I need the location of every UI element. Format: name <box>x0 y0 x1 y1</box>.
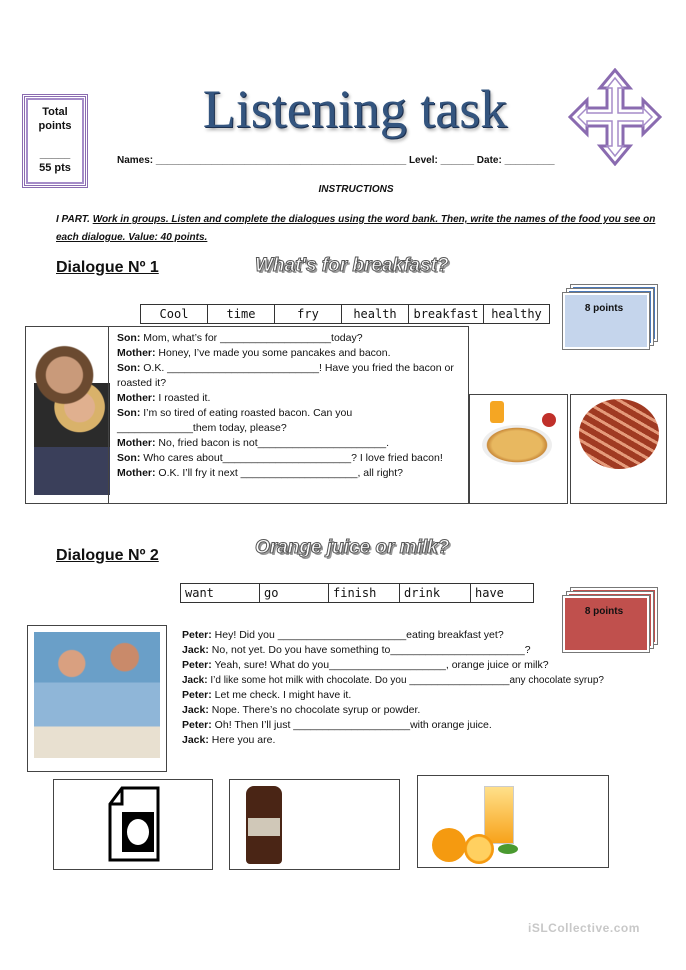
dialogue-1-lines <box>117 331 462 481</box>
word-bank-1 <box>140 304 550 324</box>
word-bank-word: Cool <box>141 305 208 323</box>
points-badge-1 <box>563 285 653 345</box>
word-bank-word: health <box>342 305 409 323</box>
orange-juice-image <box>417 775 609 868</box>
dialogue-2-title: Orange juice or milk? <box>255 537 450 558</box>
word-bank-word: breakfast <box>409 305 484 323</box>
dialogue-line: Peter: Oh! Then I’ll just ____________________with orange juice. <box>182 719 492 731</box>
dialogue-line: Jack: Nope. There’s no chocolate syrup or powder. <box>182 704 421 716</box>
word-bank-word: time <box>208 305 275 323</box>
dialogue-line: Mother: No, fried bacon is not______________________. <box>117 437 390 449</box>
dialogue-line: Son: Mom, what’s for ___________________today? <box>117 332 363 344</box>
milk-carton-icon <box>106 784 162 864</box>
word-bank-word: want <box>181 584 260 602</box>
total-blank: _____ <box>39 148 71 160</box>
points-label: points <box>38 120 72 132</box>
four-arrows-icon <box>568 68 662 166</box>
bacon-image <box>570 394 667 504</box>
word-bank-word: healthy <box>491 307 542 321</box>
dialogue-2-lines <box>182 628 662 748</box>
points-label: 8 points <box>584 303 624 314</box>
dialogue-line: Son: Who cares about______________________? I love fried bacon! <box>117 452 443 464</box>
word-bank-word: fry <box>275 305 342 323</box>
milk-carton-image <box>53 779 213 870</box>
mother-son-photo <box>34 335 110 495</box>
word-bank-word: have <box>475 586 504 600</box>
dialogue-line: Son: O.K. __________________________! Have you fried the bacon or roasted it? <box>117 362 454 389</box>
pancakes-image <box>469 394 568 504</box>
dialogue-line: Mother: O.K. I’ll fry it next ____________________, all right? <box>117 467 403 479</box>
page-title: Listening task <box>202 79 508 139</box>
dialogue-line: Peter: Hey! Did you ______________________eating breakfast yet? <box>182 629 504 641</box>
dialogue-line: Jack: I’d like some hot milk with chocolate. Do you __________________any chocolate syrup? <box>182 675 604 686</box>
total-value: 55 pts <box>39 162 71 174</box>
dialogue-1-box <box>25 326 469 504</box>
dialogue-line: Jack: Here you are. <box>182 734 276 746</box>
total-label: Total <box>42 106 68 118</box>
dialogue-line: Peter: Yeah, sure! What do you____________________, orange juice or milk? <box>182 659 549 671</box>
dialogue-line: Mother: I roasted it. <box>117 392 211 404</box>
dialogue-1-title: What's for breakfast? <box>255 255 449 276</box>
instructions-text <box>56 211 656 247</box>
dialogue-line: Mother: Honey, I’ve made you some pancakes and bacon. <box>117 347 391 359</box>
total-points-box <box>22 94 88 188</box>
word-bank-word: go <box>260 584 329 602</box>
two-men-photo <box>27 625 167 772</box>
word-bank-word: finish <box>329 584 400 602</box>
dialogue-2-heading: Dialogue Nº 2 <box>56 547 159 564</box>
dialogue-1-heading: Dialogue Nº 1 <box>56 259 159 276</box>
instructions-heading: INSTRUCTIONS <box>318 184 394 195</box>
word-bank-word: drink <box>400 584 471 602</box>
dialogue-line: Jack: No, not yet. Do you have something to_______________________? <box>182 644 531 656</box>
names-level-date-line[interactable]: Names: _____________________________________________ Level: ______ Date: _________ <box>117 155 555 166</box>
word-bank-2 <box>180 583 534 603</box>
part-label: I PART. <box>56 214 90 225</box>
chocolate-syrup-image <box>229 779 400 870</box>
watermark: iSLCollective.com <box>528 921 640 935</box>
dialogue-line: Son: I’m so tired of eating roasted bacon. Can you _____________them today, please? <box>117 407 353 434</box>
instructions-body: Work in groups. Listen and complete the dialogues using the word bank. Then, write the names of the food you see on each dialogue. Value: 40 points. <box>56 214 656 243</box>
points-label: 8 points <box>584 606 624 617</box>
dialogue-line: Peter: Let me check. I might have it. <box>182 689 352 701</box>
